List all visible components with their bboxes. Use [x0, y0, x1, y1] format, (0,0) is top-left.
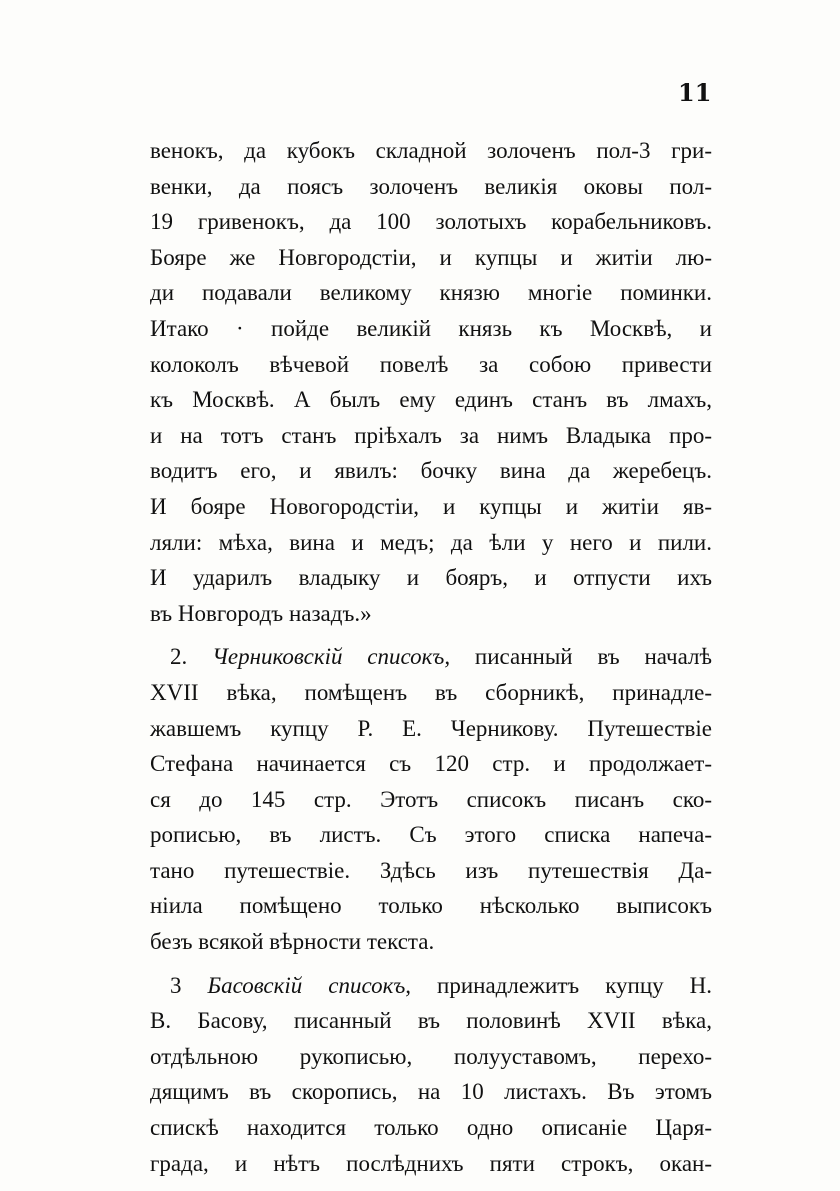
text-line: Итако · пойде великій князь къ Москвѣ, и	[150, 315, 712, 341]
text-line: въ Новгородъ назадъ.»	[150, 600, 372, 626]
text-line-first	[150, 639, 712, 675]
item-first-line-rest: принадлежитъ купцу Н.	[437, 972, 713, 998]
text-line: спискѣ находится только одно описаніе Царя-	[150, 1115, 712, 1141]
paragraph-2	[150, 639, 712, 959]
text-line: жавшемъ купцу Р. Е. Черникову. Путешествіе	[150, 715, 712, 741]
text-line: рописью, въ листъ. Съ этого списка напеча-	[150, 822, 712, 848]
text-line: града, и нѣтъ послѣднихъ пяти строкъ, окан-	[150, 1150, 712, 1176]
text-line: тано путешествіе. Здѣсь изъ путешествія Да-	[150, 857, 712, 883]
text-line: отдѣльною рукописью, полууставомъ, перехо-	[150, 1043, 712, 1069]
text-line: Бояре же Новгородстіи, и купцы и житіи лю-	[150, 244, 712, 270]
text-line: венки, да поясъ золоченъ великія оковы пол-	[150, 173, 712, 199]
item-title: Басовскій списокъ,	[207, 972, 412, 998]
text-line: ніила помѣщено только нѣсколько выписокъ	[150, 893, 712, 919]
paragraph-3	[150, 968, 712, 1182]
text-line: И бояре Новогородстіи, и купцы и житіи яв-	[150, 493, 712, 519]
text-line: И ударилъ владыку и бояръ, и отпусти ихъ	[150, 565, 712, 591]
paragraph-gap	[150, 631, 712, 639]
item-first-line-rest: писанный въ началѣ	[474, 644, 712, 670]
text-line: колоколъ вѣчевой повелѣ за собою привести	[150, 351, 712, 377]
item-title: Черниковскій списокъ,	[212, 644, 451, 670]
text-line: водитъ его, и явилъ: бочку вина да жеребецъ.	[150, 458, 712, 484]
item-number: 3	[170, 972, 182, 998]
text-line-first	[150, 968, 712, 1004]
text-line: къ Москвѣ. А былъ ему единъ станъ въ лмахъ,	[150, 387, 712, 413]
text-line: XVII вѣка, помѣщенъ въ сборникѣ, принадле-	[150, 679, 712, 705]
item-number: 2.	[170, 644, 188, 670]
text-line: ди подавали великому князю многіе поминки.	[150, 280, 712, 306]
text-line: безъ всякой вѣрности текста.	[150, 929, 435, 955]
paragraph-1	[150, 133, 712, 631]
text-line: В. Басову, писанный въ половинѣ XVII вѣка,	[150, 1008, 712, 1034]
text-line: ляли: мѣха, вина и медъ; да ѣли у него и пили.	[150, 529, 712, 555]
text-line: ся до 145 стр. Этотъ списокъ писанъ ско-	[150, 786, 712, 812]
text-line: и на тотъ станъ пріѣхалъ за нимъ Владыка про-	[150, 422, 712, 448]
text-line: венокъ, да кубокъ складной золоченъ пол-3 гри-	[150, 138, 712, 163]
page-number: 11	[678, 78, 712, 107]
text-line: дящимъ въ скоропись, на 10 листахъ. Въ этомъ	[150, 1079, 712, 1105]
paragraph-gap	[150, 960, 712, 968]
text-line: 19 гривенокъ, да 100 золотыхъ корабельниковъ.	[150, 209, 712, 235]
body-text	[150, 133, 712, 1181]
text-line: Стефана начинается съ 120 стр. и продолжает-	[150, 751, 712, 777]
